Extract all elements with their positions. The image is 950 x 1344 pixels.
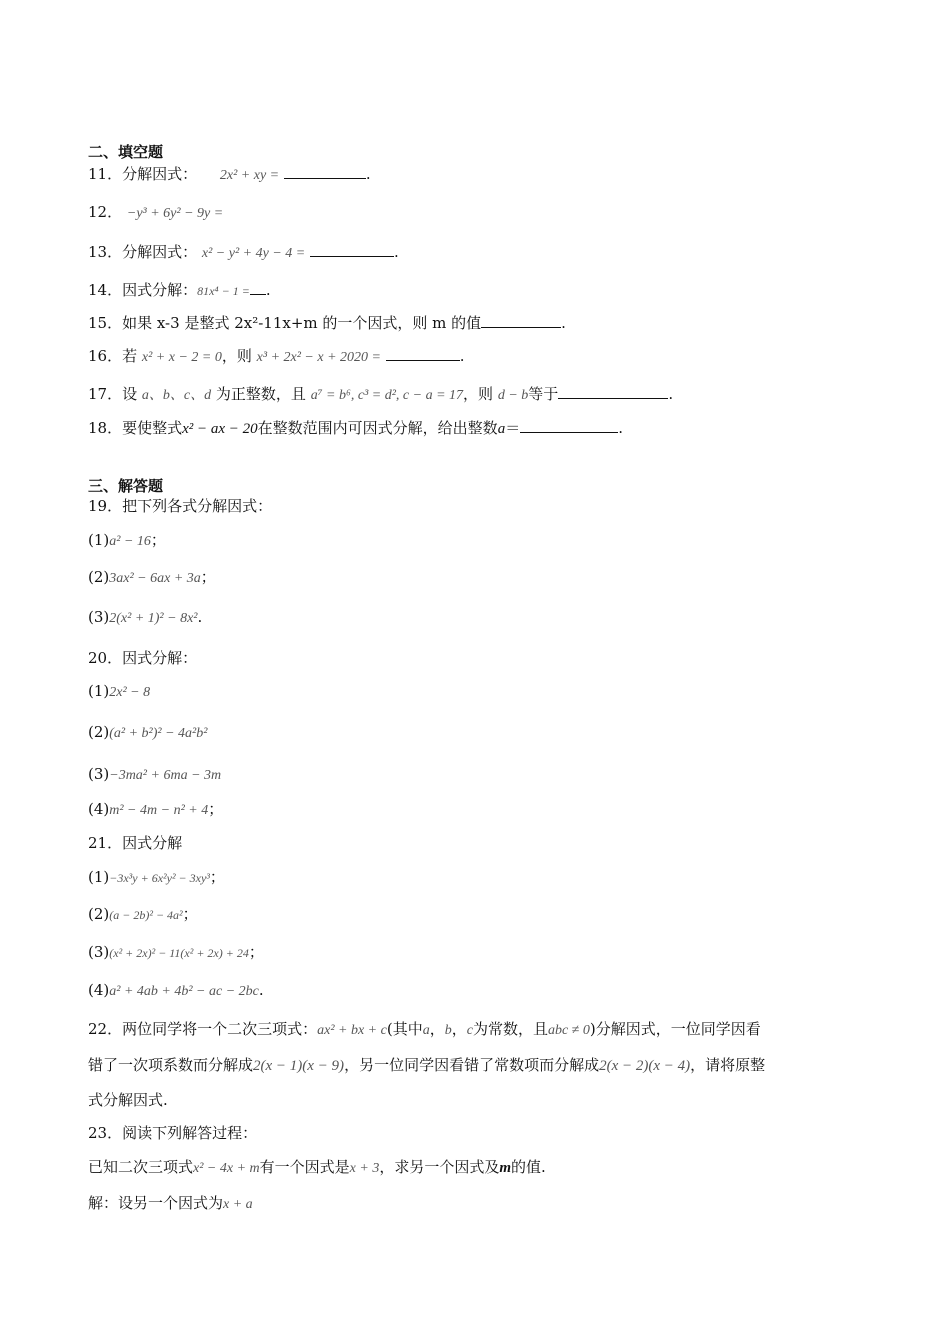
question-number: 15． [88,314,123,332]
subquestion-label: (3) [88,765,110,783]
question-text: ，请将原整 [690,1056,766,1074]
subquestion-21-3 [88,942,264,963]
question-text: 有一个因式是 [259,1158,350,1176]
math-expression: (a − 2b)² − 4a² [109,908,183,922]
question-number: 19． [88,497,123,515]
question-text: 设 [122,385,138,403]
question-number: 22． [88,1020,123,1038]
math-expression: 2(x − 1)(x − 9) [253,1058,345,1074]
question-number: 20． [88,649,123,667]
question-text: 分解因式： [122,165,198,183]
question-text: 已知二次三项式 [88,1158,194,1176]
question-text: 错了一次项系数而分解成 [88,1056,254,1074]
question-text: 因式分解： [122,281,198,299]
answer-blank[interactable] [481,313,561,328]
question-20 [88,648,197,668]
question-text: ，则 [463,385,494,403]
punctuation: ； [248,943,264,961]
question-number: 18． [88,419,123,437]
question-11 [88,164,371,186]
math-expression: a² + 4ab + 4b² − ac − 2bc [109,984,259,999]
section-heading-answer: 三、解答题 [88,477,164,495]
question-number: 16． [88,347,123,365]
subquestion-20-1 [88,681,150,703]
section-heading-fill-in: 二、填空题 [88,143,164,161]
question-text: 为常数，且 [472,1020,548,1038]
math-expression: d − b [497,388,529,403]
question-14 [88,280,271,301]
subquestion-label: (3) [88,943,110,961]
subquestion-label: (2) [88,568,110,586]
punctuation: ； [150,531,166,549]
subquestion-label: (2) [88,723,110,741]
math-expression: m [499,1160,512,1176]
question-text: (其中 [386,1020,423,1038]
math-expression: x² − ax − 20 [182,421,258,437]
answer-blank[interactable] [386,346,460,361]
math-expression: 2x² + xy = [219,168,280,183]
math-expression: a⁷ = b⁶, c³ = d², c − a = 17 [310,388,464,403]
subquestion-label: (1) [88,682,110,700]
punctuation: . [265,281,271,299]
math-expression: x² − y² + 4y − 4 = [201,246,306,261]
math-expression: x + a [223,1197,253,1212]
subquestion-21-2 [88,904,198,925]
subquestion-21-4 [88,980,264,1002]
math-expression: −y³ + 6y² − 9y = [126,206,224,221]
question-number: 21． [88,834,123,852]
question-21 [88,833,182,853]
question-16 [88,346,465,368]
punctuation: ； [200,568,216,586]
punctuation: . [394,243,399,261]
question-number: 17． [88,385,123,403]
math-expression: c [466,1023,473,1038]
question-text: ，求另一个因式及 [379,1158,500,1176]
math-expression: 2(x − 2)(x − 4) [599,1058,691,1074]
subquestion-label: (4) [88,800,110,818]
question-text: ，则 [221,347,252,365]
math-expression: −3x³y + 6x²y² − 3xy³ [109,871,210,885]
question-text: 式分解因式. [88,1091,168,1109]
question-22 [88,1012,868,1117]
math-expression: x + 3 [349,1161,380,1176]
punctuation: . [258,981,264,999]
question-text: 等于 [528,385,559,403]
question-text: 把下列各式分解因式： [122,497,273,515]
question-text: 如果 x-3 是整式 2x²-11x+m 的一个因式，则 m 的值 [122,314,482,332]
math-expression: a [497,421,506,437]
question-text: )分解因式，一位同学因看 [589,1020,761,1038]
question-text: 为正整数，且 [215,385,306,403]
question-text: 因式分解： [122,649,198,667]
subquestion-19-2 [88,567,216,589]
question-number: 23． [88,1124,123,1142]
math-expression: a² − 16 [109,534,151,549]
subquestion-20-4 [88,799,223,821]
question-15 [88,313,566,333]
question-18 [88,418,623,439]
punctuation: ； [182,905,198,923]
question-number: 13． [88,243,123,261]
punctuation: . [365,165,371,183]
question-text: 因式分解 [122,834,183,852]
question-text: 在整数范围内可因式分解，给出整数 [257,419,498,437]
subquestion-label: (2) [88,905,110,923]
math-expression: (a² + b²)² − 4a²b² [109,726,208,741]
question-number: 14． [88,281,123,299]
question-23 [88,1116,868,1222]
subquestion-21-1 [88,867,225,888]
question-text: ＝ [505,419,521,437]
answer-blank[interactable] [250,280,266,295]
question-12 [88,202,223,224]
question-17 [88,384,673,406]
math-expression: 81x⁴ − 1 = [197,284,250,298]
subquestion-20-3 [88,764,221,786]
question-19 [88,496,272,516]
question-text: 分解因式： [122,243,198,261]
punctuation: . [197,608,203,626]
question-text: 解：设另一个因式为 [88,1194,224,1212]
math-expression: a [422,1023,430,1038]
question-text: 两位同学将一个二次三项式： [122,1020,318,1038]
subquestion-19-1 [88,530,166,552]
subquestion-19-3 [88,607,202,629]
subquestion-label: (4) [88,981,110,999]
math-expression: x² + x − 2 = 0 [141,350,222,365]
question-number: 12． [88,203,123,221]
answer-blank[interactable] [558,384,668,399]
question-text: 的值. [511,1158,546,1176]
punctuation: ； [209,868,225,886]
question-13 [88,242,399,264]
question-text: ，另一位同学因看错了常数项而分解成 [344,1056,600,1074]
punctuation: . [561,314,566,332]
punctuation: . [459,347,465,365]
answer-blank[interactable] [310,242,394,257]
subquestion-label: (1) [88,531,110,549]
math-expression: x³ + 2x² − x + 2020 = [256,350,381,365]
question-number: 11． [88,165,123,183]
math-expression: a、b、c、d [141,388,212,403]
question-text: ， [429,1020,445,1038]
subquestion-label: (1) [88,868,110,886]
math-expression: m² − 4m − n² + 4 [109,803,209,818]
punctuation: . [618,419,623,437]
answer-blank[interactable] [284,164,366,179]
math-expression: b [444,1023,452,1038]
punctuation: . [668,385,674,403]
question-text: 要使整式 [122,419,183,437]
punctuation: ； [208,800,224,818]
question-text: 若 [122,347,138,365]
subquestion-20-2 [88,722,207,744]
math-expression: 2x² − 8 [109,685,151,700]
question-text: ， [451,1020,467,1038]
answer-blank[interactable] [520,418,618,433]
math-expression: −3ma² + 6ma − 3m [109,768,222,783]
math-expression: ax² + bx + c [317,1023,387,1038]
subquestion-label: (3) [88,608,110,626]
math-expression: abc ≠ 0 [547,1023,590,1038]
question-text: 阅读下列解答过程： [122,1124,258,1142]
math-expression: x² − 4x + m [193,1161,260,1176]
math-expression: 3ax² − 6ax + 3a [109,571,201,586]
math-expression: (x² + 2x)² − 11(x² + 2x) + 24 [109,946,249,960]
math-expression: 2(x² + 1)² − 8x² [109,611,198,626]
